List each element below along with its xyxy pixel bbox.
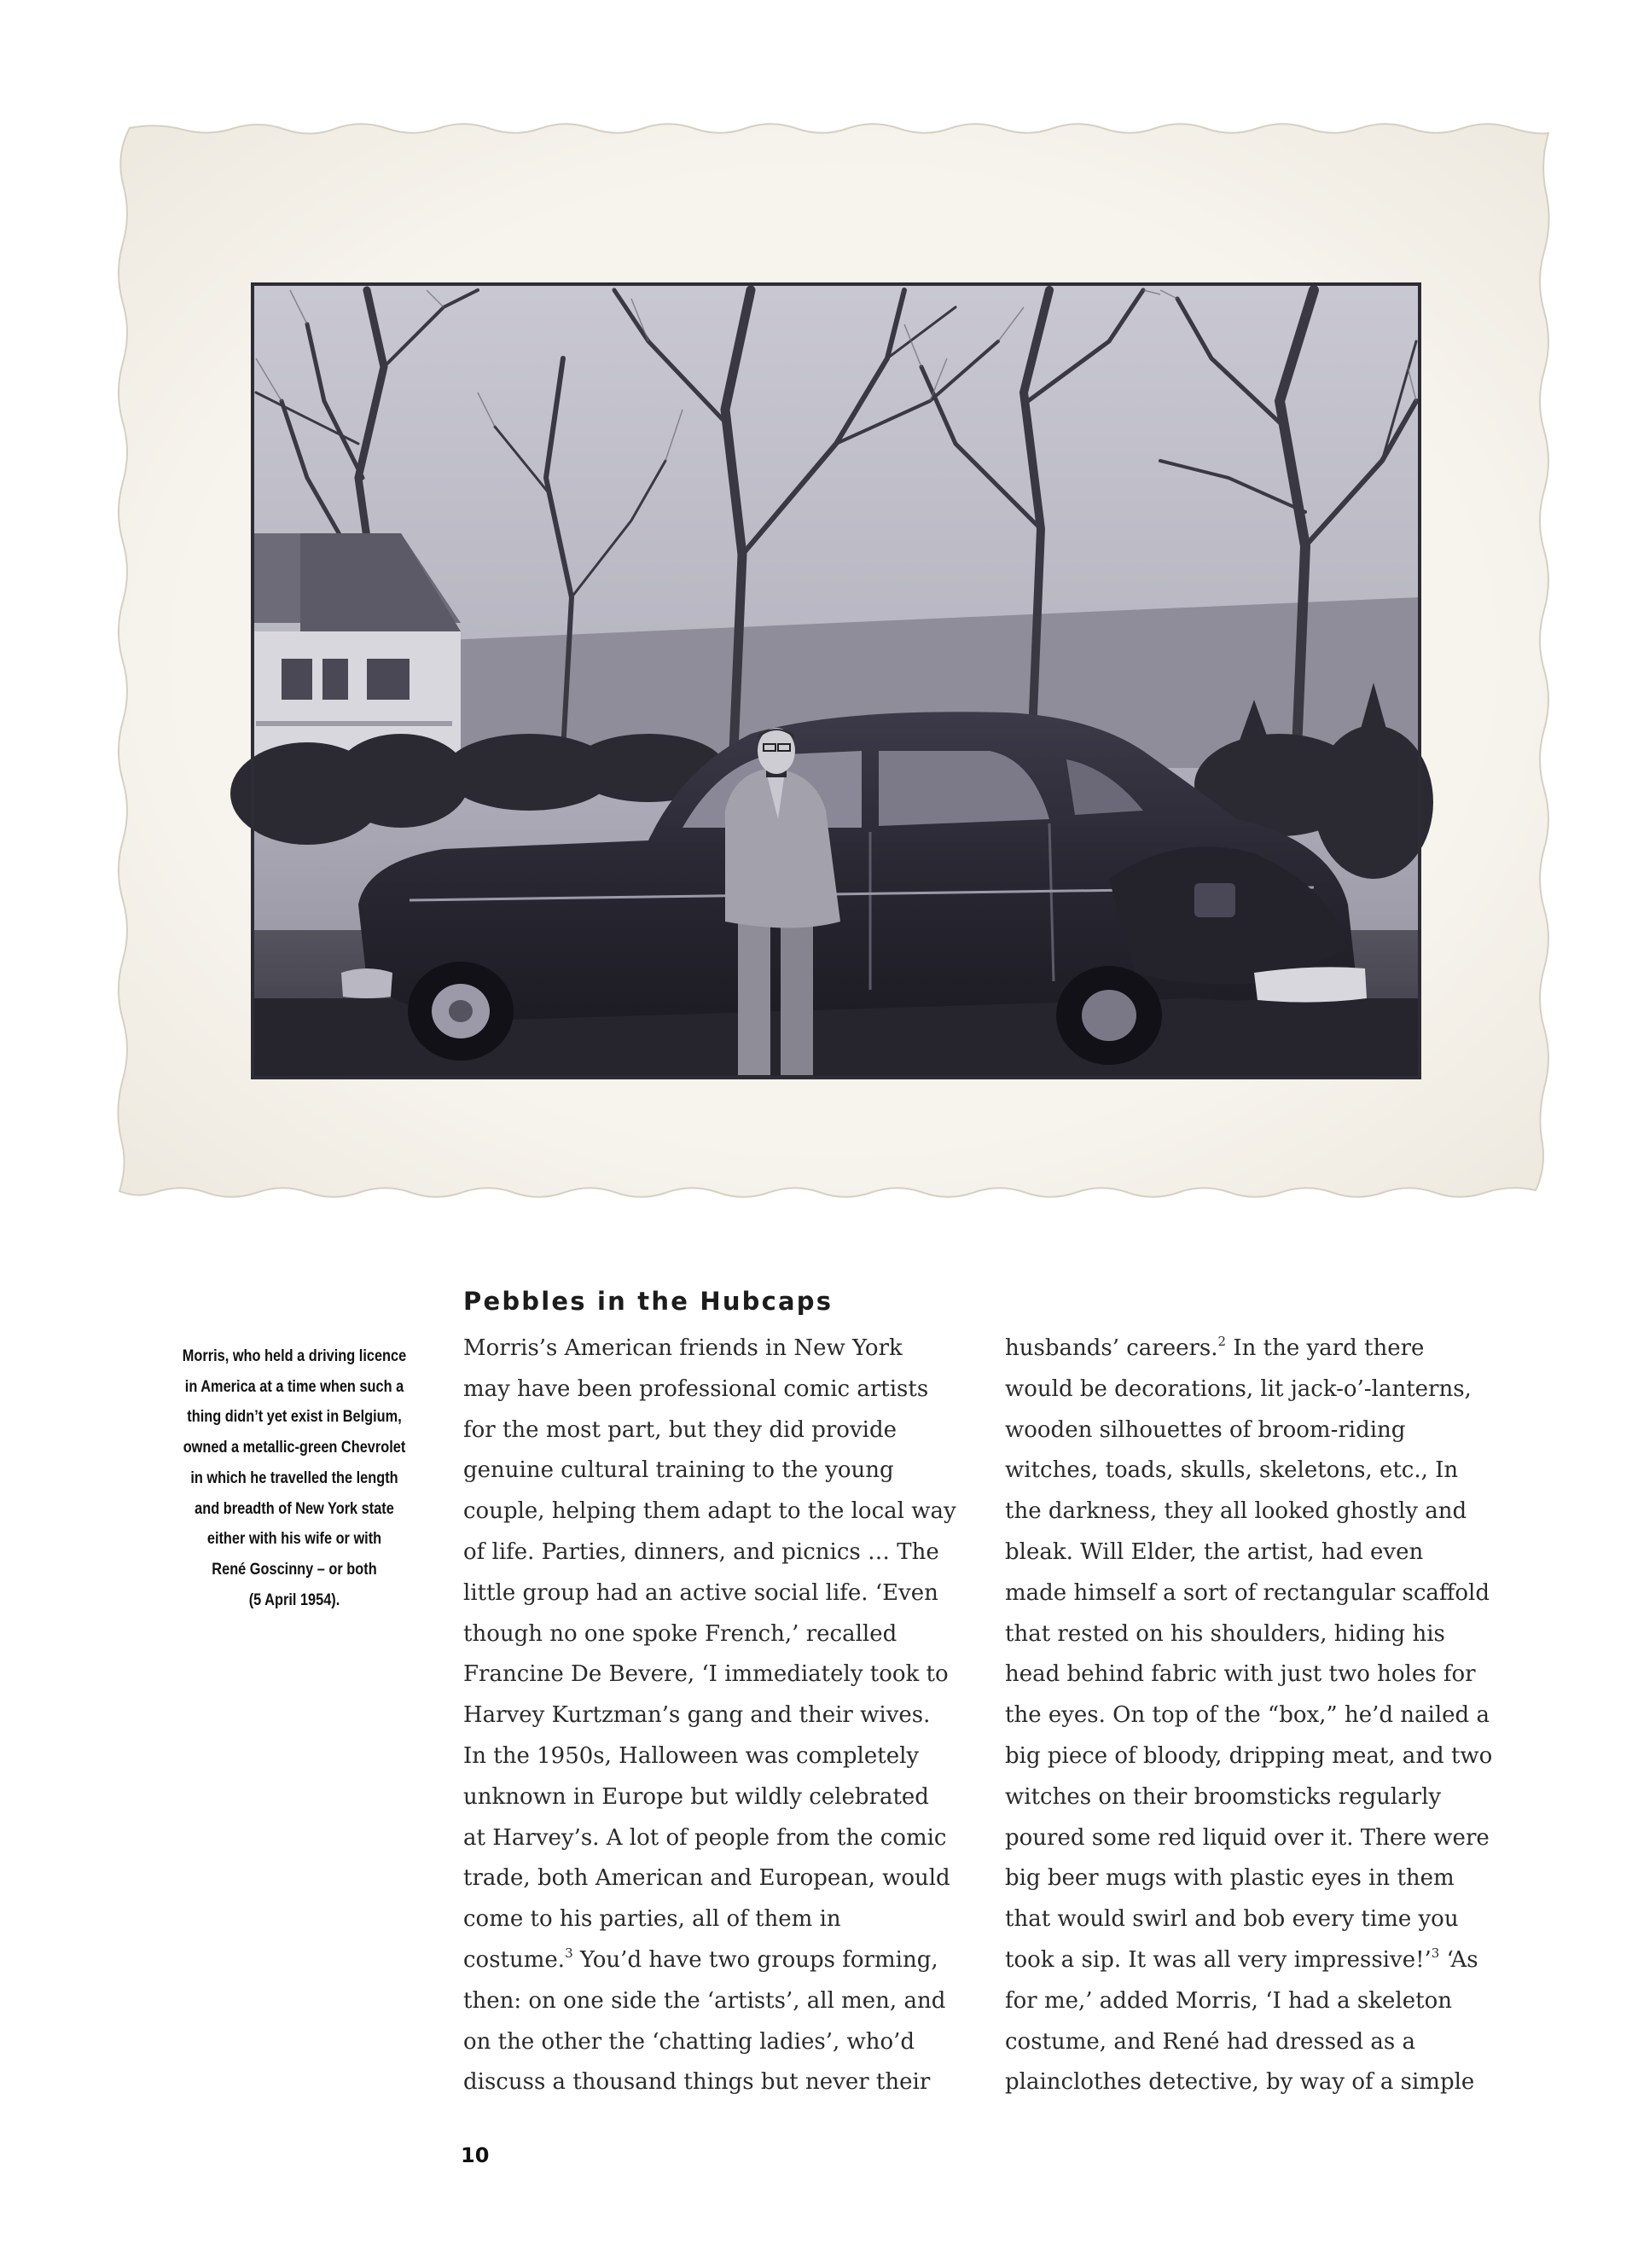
text-line: of life. Parties, dinners, and picnics … The	[463, 1538, 939, 1565]
text-line: In the 1950s, Halloween was completely	[463, 1742, 920, 1769]
text-line: for me,’ added Morris, ‘I had a skeleton	[1005, 1987, 1452, 2014]
text-line: made himself a sort of rectangular scaffold	[1005, 1579, 1490, 1606]
text-line: wooden silhouettes of broom-riding	[1005, 1416, 1406, 1443]
text-line: Harvey Kurtzman’s gang and their wives.	[463, 1702, 931, 1729]
text-line: the darkness, they all looked ghostly and	[1005, 1498, 1467, 1525]
text-line: Morris’s American friends in New York	[463, 1335, 903, 1361]
text-line: may have been professional comic artists	[463, 1375, 929, 1402]
text-line	[1005, 1940, 1525, 1981]
text-line: couple, helping them adapt to the local way	[463, 1498, 956, 1525]
text-line: unknown in Europe but wildly celebrated	[463, 1783, 929, 1810]
car-photo	[230, 284, 1433, 1078]
caption-line: Morris, who held a driving licence	[182, 1347, 407, 1365]
text-line: little group had an active social life. ‘Even	[463, 1579, 938, 1606]
photo-caption	[170, 1341, 419, 1615]
text-line: then: on one side the ‘artists’, all men, and	[463, 1987, 946, 2014]
caption-line: René Goscinny – or both	[212, 1560, 377, 1579]
text-fragment: You’d have two groups forming,	[572, 1946, 938, 1973]
text-line: plainclothes detective, by way of a simple	[1005, 2069, 1475, 2096]
text-line: costume, and René had dressed as a	[1005, 2028, 1416, 2055]
text-line: at Harvey’s. A lot of people from the comic	[463, 1824, 947, 1851]
text-line: trade, both American and European, would	[463, 1865, 950, 1892]
text-line: big beer mugs with plastic eyes in them	[1005, 1865, 1455, 1892]
text-fragment: took a sip. It was all very impressive!’	[1005, 1946, 1432, 1973]
caption-line: either with his wife or with	[206, 1530, 382, 1549]
text-line: that would swirl and bob every time you	[1005, 1906, 1459, 1933]
section-heading: Pebbles in the Hubcaps	[463, 1287, 834, 1316]
article-column-left	[463, 1329, 984, 2103]
caption-line: (5 April 1954).	[248, 1591, 340, 1609]
text-line: head behind fabric with just two holes for	[1005, 1661, 1476, 1688]
caption-line: and breadth of New York state	[195, 1499, 394, 1518]
text-line: discuss a thousand things but never their	[463, 2069, 931, 2096]
text-line	[1005, 1329, 1525, 1370]
text-line: witches on their broomsticks regularly	[1005, 1783, 1442, 1810]
footnote-marker: 2	[1217, 1334, 1227, 1349]
caption-line: in America at a time when such a	[184, 1377, 404, 1396]
text-fragment: husbands’ careers.	[1005, 1335, 1218, 1361]
text-line: poured some red liquid over it. There were	[1005, 1824, 1490, 1851]
text-line: bleak. Will Elder, the artist, had even	[1005, 1538, 1424, 1565]
caption-line: thing didn’t yet exist in Belgium,	[187, 1408, 402, 1427]
text-line	[463, 1940, 984, 1981]
text-line: Francine De Bevere, ‘I immediately took to	[463, 1661, 949, 1688]
text-fragment: costume.	[463, 1946, 566, 1973]
text-line: on the other the ‘chatting ladies’, who’d	[463, 2028, 915, 2055]
page-number: 10	[461, 2143, 490, 2167]
text-line: that rested on his shoulders, hiding his	[1005, 1620, 1445, 1647]
footnote-marker: 3	[1431, 1945, 1440, 1961]
article-column-right	[1005, 1329, 1525, 2103]
text-line: witches, toads, skulls, skeletons, etc., In	[1005, 1457, 1459, 1484]
text-line: for the most part, but they did provide	[463, 1416, 897, 1443]
text-fragment: In the yard there	[1226, 1335, 1425, 1361]
text-fragment: ‘As	[1439, 1946, 1478, 1973]
caption-line: in which he travelled the length	[190, 1468, 398, 1487]
text-line: the eyes. On top of the “box,” he’d nailed a	[1005, 1702, 1490, 1729]
text-line: come to his parties, all of them in	[463, 1906, 841, 1933]
footnote-marker: 3	[565, 1945, 573, 1961]
text-line: though no one spoke French,’ recalled	[463, 1620, 897, 1647]
text-line: big piece of bloody, dripping meat, and two	[1005, 1742, 1493, 1769]
caption-line: owned a metallic-green Chevrolet	[183, 1439, 406, 1457]
text-line: would be decorations, lit jack-o’-lanterns,	[1005, 1375, 1472, 1402]
text-line: genuine cultural training to the young	[463, 1457, 894, 1484]
